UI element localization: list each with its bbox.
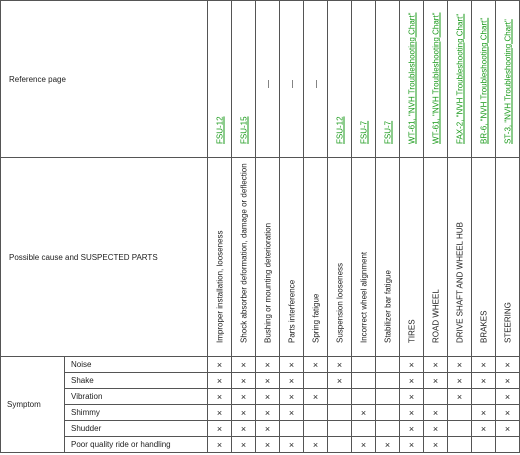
reference-cell bbox=[232, 1, 256, 158]
mark-cell: × bbox=[400, 405, 424, 421]
reference-cell bbox=[376, 1, 400, 158]
empty-cell bbox=[496, 437, 520, 453]
empty-cell bbox=[352, 389, 376, 405]
reference-row bbox=[1, 1, 520, 158]
empty-cell bbox=[304, 373, 328, 389]
empty-cell bbox=[352, 421, 376, 437]
reference-cell bbox=[304, 1, 328, 158]
reference-none: — bbox=[263, 80, 272, 88]
symptom-name: Shimmy bbox=[65, 405, 208, 421]
mark-cell: × bbox=[424, 437, 448, 453]
cause-label: Bushing or mounting deterioration bbox=[263, 222, 272, 343]
empty-cell bbox=[304, 405, 328, 421]
mark-cell: × bbox=[256, 389, 280, 405]
mark-cell: × bbox=[208, 373, 232, 389]
cause-label: Incorrect wheel alignment bbox=[359, 251, 368, 343]
mark-cell: × bbox=[232, 437, 256, 453]
cause-label: Improper installation, looseness bbox=[215, 230, 224, 343]
cause-label: Suspension looseness bbox=[335, 262, 344, 343]
cause-cell bbox=[280, 158, 304, 357]
reference-link[interactable]: FAX-2, "NVH Troubleshooting Chart" bbox=[455, 13, 464, 144]
empty-cell bbox=[376, 405, 400, 421]
mark-cell: × bbox=[232, 421, 256, 437]
symptom-name: Shake bbox=[65, 373, 208, 389]
symptom-row bbox=[1, 389, 520, 405]
mark-cell: × bbox=[304, 437, 328, 453]
cause-cell bbox=[256, 158, 280, 357]
mark-cell: × bbox=[256, 373, 280, 389]
symptom-name: Shudder bbox=[65, 421, 208, 437]
mark-cell: × bbox=[472, 357, 496, 373]
mark-cell: × bbox=[280, 389, 304, 405]
symptom-name: Vibration bbox=[65, 389, 208, 405]
mark-cell: × bbox=[280, 357, 304, 373]
symptom-row bbox=[1, 421, 520, 437]
reference-page-label: Reference page bbox=[1, 1, 208, 158]
cause-cell bbox=[352, 158, 376, 357]
reference-link[interactable]: FSU-12 bbox=[335, 116, 344, 144]
symptom-row bbox=[1, 373, 520, 389]
mark-cell: × bbox=[256, 421, 280, 437]
mark-cell: × bbox=[496, 357, 520, 373]
cause-cell bbox=[328, 158, 352, 357]
reference-cell bbox=[472, 1, 496, 158]
mark-cell: × bbox=[232, 373, 256, 389]
reference-cell bbox=[424, 1, 448, 158]
possible-cause-label: Possible cause and SUSPECTED PARTS bbox=[1, 158, 208, 357]
empty-cell bbox=[352, 357, 376, 373]
cause-cell bbox=[400, 158, 424, 357]
cause-label: STEERING bbox=[503, 302, 512, 343]
mark-cell: × bbox=[280, 437, 304, 453]
mark-cell: × bbox=[400, 373, 424, 389]
mark-cell: × bbox=[448, 357, 472, 373]
reference-cell bbox=[496, 1, 520, 158]
empty-cell bbox=[376, 389, 400, 405]
reference-cell bbox=[256, 1, 280, 158]
cause-cell bbox=[424, 158, 448, 357]
reference-link[interactable]: FSU-12 bbox=[215, 116, 224, 144]
mark-cell: × bbox=[472, 373, 496, 389]
mark-cell: × bbox=[496, 389, 520, 405]
cause-cell bbox=[232, 158, 256, 357]
mark-cell: × bbox=[376, 437, 400, 453]
mark-cell: × bbox=[256, 437, 280, 453]
mark-cell: × bbox=[352, 437, 376, 453]
empty-cell bbox=[448, 437, 472, 453]
mark-cell: × bbox=[448, 373, 472, 389]
cause-cell bbox=[304, 158, 328, 357]
cause-label: TIRES bbox=[407, 319, 416, 343]
mark-cell: × bbox=[424, 373, 448, 389]
mark-cell: × bbox=[448, 389, 472, 405]
reference-link[interactable]: ST-3, "NVH Troubleshooting Chart" bbox=[503, 19, 512, 144]
empty-cell bbox=[328, 389, 352, 405]
symptom-label: Symptom bbox=[1, 357, 65, 453]
mark-cell: × bbox=[208, 421, 232, 437]
cause-label: Shock absorber deformation, damage or deflection bbox=[239, 163, 248, 343]
mark-cell: × bbox=[304, 389, 328, 405]
mark-cell: × bbox=[328, 357, 352, 373]
mark-cell: × bbox=[208, 437, 232, 453]
mark-cell: × bbox=[256, 357, 280, 373]
cause-label: Parts interference bbox=[287, 279, 296, 343]
mark-cell: × bbox=[496, 373, 520, 389]
empty-cell bbox=[448, 421, 472, 437]
reference-cell bbox=[208, 1, 232, 158]
mark-cell: × bbox=[232, 389, 256, 405]
reference-cell bbox=[328, 1, 352, 158]
empty-cell bbox=[328, 421, 352, 437]
empty-cell bbox=[472, 437, 496, 453]
empty-cell bbox=[376, 357, 400, 373]
mark-cell: × bbox=[424, 357, 448, 373]
reference-link[interactable]: WT-61, "NVH Troubleshooting Chart" bbox=[407, 12, 416, 144]
reference-link[interactable]: BR-6, "NVH Troubleshooting Chart" bbox=[479, 17, 488, 144]
empty-cell bbox=[280, 421, 304, 437]
reference-cell bbox=[280, 1, 304, 158]
empty-cell bbox=[376, 421, 400, 437]
mark-cell: × bbox=[328, 373, 352, 389]
cause-label: DRIVE SHAFT AND WHEEL HUB bbox=[455, 222, 464, 343]
mark-cell: × bbox=[496, 405, 520, 421]
mark-cell: × bbox=[280, 405, 304, 421]
mark-cell: × bbox=[496, 421, 520, 437]
cause-cell bbox=[376, 158, 400, 357]
empty-cell bbox=[304, 421, 328, 437]
reference-link[interactable]: FSU-15 bbox=[239, 116, 248, 144]
empty-cell bbox=[472, 389, 496, 405]
cause-cell bbox=[208, 158, 232, 357]
reference-link[interactable]: WT-61, "NVH Troubleshooting Chart" bbox=[431, 12, 440, 144]
mark-cell: × bbox=[400, 421, 424, 437]
empty-cell bbox=[424, 389, 448, 405]
reference-none: — bbox=[287, 80, 296, 88]
empty-cell bbox=[448, 405, 472, 421]
mark-cell: × bbox=[472, 405, 496, 421]
reference-cell bbox=[352, 1, 376, 158]
mark-cell: × bbox=[256, 405, 280, 421]
empty-cell bbox=[328, 437, 352, 453]
cause-label: Stabilizer bar fatigue bbox=[383, 270, 392, 343]
cause-cell bbox=[448, 158, 472, 357]
cause-row bbox=[1, 158, 520, 357]
empty-cell bbox=[352, 373, 376, 389]
mark-cell: × bbox=[208, 405, 232, 421]
symptom-row bbox=[1, 357, 520, 373]
mark-cell: × bbox=[400, 357, 424, 373]
cause-label: ROAD WHEEL bbox=[431, 289, 440, 343]
empty-cell bbox=[328, 405, 352, 421]
mark-cell: × bbox=[208, 389, 232, 405]
mark-cell: × bbox=[400, 437, 424, 453]
cause-label: BRAKES bbox=[479, 310, 488, 343]
mark-cell: × bbox=[304, 357, 328, 373]
reference-cell bbox=[400, 1, 424, 158]
mark-cell: × bbox=[232, 357, 256, 373]
cause-cell bbox=[496, 158, 520, 357]
symptom-name: Noise bbox=[65, 357, 208, 373]
reference-cell bbox=[448, 1, 472, 158]
mark-cell: × bbox=[208, 357, 232, 373]
mark-cell: × bbox=[280, 373, 304, 389]
symptom-row bbox=[1, 437, 520, 453]
empty-cell bbox=[376, 373, 400, 389]
mark-cell: × bbox=[424, 405, 448, 421]
symptom-row bbox=[1, 405, 520, 421]
reference-none: — bbox=[311, 80, 320, 88]
mark-cell: × bbox=[400, 389, 424, 405]
cause-label: Spring fatigue bbox=[311, 293, 320, 343]
mark-cell: × bbox=[232, 405, 256, 421]
mark-cell: × bbox=[424, 421, 448, 437]
symptom-name: Poor quality ride or handling bbox=[65, 437, 208, 453]
mark-cell: × bbox=[472, 421, 496, 437]
reference-link[interactable]: FSU-7 bbox=[383, 120, 392, 144]
cause-cell bbox=[472, 158, 496, 357]
mark-cell: × bbox=[352, 405, 376, 421]
reference-link[interactable]: FSU-7 bbox=[359, 120, 368, 144]
